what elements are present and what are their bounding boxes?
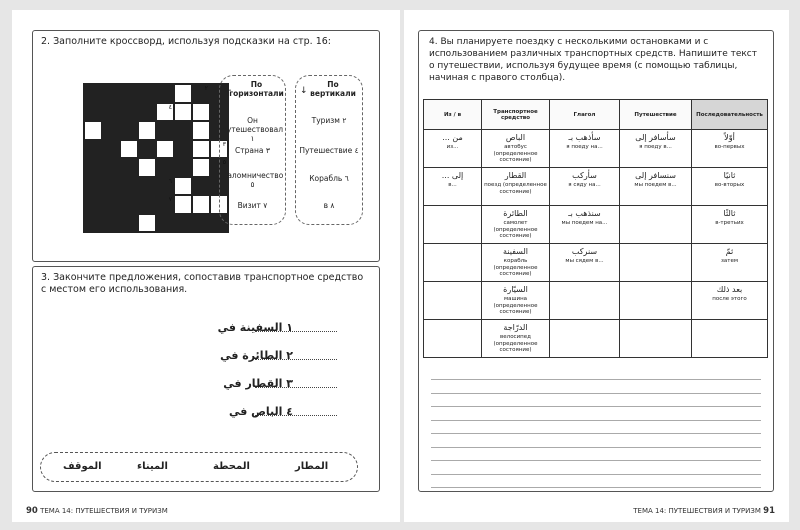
crossword-block (156, 214, 174, 233)
crossword-cell[interactable] (192, 103, 210, 122)
task3-title: 3. Закончите предложения, сопоставив транспортное средство с местом его использования. (41, 272, 364, 295)
table-cell[interactable] (620, 282, 692, 320)
cell-arabic: الباص (505, 133, 526, 142)
down-hint-6: Корабль ٦ (309, 174, 349, 183)
crossword-cell[interactable] (192, 195, 210, 214)
cell-russian: после этого (712, 296, 747, 302)
table-cell[interactable] (620, 130, 692, 168)
crossword-block (120, 158, 138, 177)
cell-arabic: سنسافر إلى (635, 171, 676, 180)
crossword-block (84, 140, 102, 159)
col-header: Последовательность (692, 100, 768, 130)
table-cell[interactable] (482, 130, 550, 168)
crossword-block (102, 140, 120, 159)
crossword-cell[interactable] (156, 103, 174, 122)
cell-arabic: سنذهب بـ (568, 209, 601, 218)
crossword-block (84, 177, 102, 196)
crossword-block (156, 177, 174, 196)
writing-line[interactable] (431, 433, 761, 434)
crossword-block (102, 177, 120, 196)
down-hint-8: в ٨ (323, 201, 335, 210)
table-row (424, 168, 768, 206)
cell-arabic: السيّارة (503, 285, 528, 294)
cell-russian: затем (720, 258, 739, 264)
task2-box (32, 30, 380, 262)
cell-russian: мы сядем в... (565, 258, 604, 264)
word-bank (40, 452, 358, 482)
footer-text: ТЕМА 14: ПУТЕШЕСТВИЯ И ТУРИЗМ (40, 507, 168, 515)
table-cell[interactable] (692, 206, 768, 244)
table-cell[interactable] (482, 282, 550, 320)
writing-line[interactable] (431, 474, 761, 475)
across-hints (219, 75, 286, 225)
crossword-block (174, 158, 192, 177)
across-heading: По горизонтали (229, 80, 284, 98)
cell-russian: автобус (определенное состояние) (493, 144, 538, 163)
crossword-cell[interactable] (138, 214, 156, 233)
across-hint-7: Визит ٧ (237, 201, 268, 210)
cell-russian: корабль (определенное состояние) (493, 258, 538, 277)
crossword-block (138, 84, 156, 103)
crossword-block (156, 195, 174, 214)
cell-russian: я поеду в... (639, 144, 672, 150)
footer-text: ТЕМА 14: ПУТЕШЕСТВИЯ И ТУРИЗМ (633, 507, 761, 515)
cell-russian: в... (448, 182, 457, 188)
table-cell[interactable] (620, 206, 692, 244)
col-header: Транспортное средство (482, 100, 550, 130)
cell-russian: поезд (определенное состояние) (484, 182, 547, 195)
crossword-cell[interactable] (192, 140, 210, 159)
col-header: Из / в (424, 100, 482, 130)
left-page (12, 10, 400, 522)
crossword-block (120, 84, 138, 103)
table-cell[interactable] (482, 244, 550, 282)
word-bank-item[interactable]: الموقف (63, 461, 102, 472)
crossword-block (102, 195, 120, 214)
crossword-block (120, 177, 138, 196)
cell-russian: в-третьих (715, 220, 744, 226)
table-row (424, 244, 768, 282)
crossword-block (102, 214, 120, 233)
task4-title: 4. Вы планируете поездку с несколькими остановками и с использованием различных транспортных средств. Напишите текст о путешествии, используя будущее время (с помощью таблицы, начиная с правого столбца). (429, 37, 757, 83)
page-number: 90 (26, 506, 38, 516)
sentence-2: ٢ الطائرة في (220, 349, 293, 362)
crossword-cell[interactable] (174, 84, 192, 103)
cell-russian: я сяду на... (568, 182, 601, 188)
crossword-cell[interactable] (174, 103, 192, 122)
cell-russian: во-вторых (714, 182, 745, 188)
col-header: Путешествие (620, 100, 692, 130)
cell-arabic: ثالثًا (723, 209, 736, 218)
cell-arabic: سأركب (572, 171, 597, 180)
crossword-cell[interactable] (192, 158, 210, 177)
cell-russian: мы поедем на... (561, 220, 608, 226)
arrow-left-icon: ← (224, 86, 232, 96)
crossword-block (102, 121, 120, 140)
writing-line[interactable] (431, 460, 761, 461)
table-cell[interactable] (620, 320, 692, 358)
crossword-block (102, 103, 120, 122)
table-cell[interactable] (620, 168, 692, 206)
crossword-block (156, 84, 174, 103)
crossword-block (84, 214, 102, 233)
crossword-block (84, 103, 102, 122)
sentence-3: ٣ القطار في (223, 377, 293, 390)
table-row (424, 206, 768, 244)
table-cell[interactable] (424, 168, 482, 206)
crossword-block (102, 158, 120, 177)
down-hint-2: Туризм ٢ (311, 116, 347, 125)
table-cell[interactable] (692, 130, 768, 168)
table-cell[interactable] (482, 168, 550, 206)
down-hints (295, 75, 363, 225)
clue-number: ٥ (222, 159, 226, 166)
cell-russian: мы поедем в... (634, 182, 677, 188)
crossword-block (174, 140, 192, 159)
clue-number: ٢ (204, 85, 208, 92)
table-cell[interactable] (424, 206, 482, 244)
cell-arabic: ثانيًا (723, 171, 736, 180)
cell-arabic: أوّلاً (724, 133, 735, 142)
table-cell[interactable] (482, 320, 550, 358)
cell-arabic: سأسافر إلى (635, 133, 676, 142)
writing-line[interactable] (431, 447, 761, 448)
across-hint-1: Он путешествовал ١ (221, 116, 284, 143)
crossword-block (174, 121, 192, 140)
cell-arabic: سنركب (571, 247, 598, 256)
crossword-cell[interactable] (84, 121, 102, 140)
crossword-block (192, 214, 210, 233)
writing-line[interactable] (431, 487, 761, 488)
writing-line[interactable] (431, 406, 761, 407)
cell-russian: велосипед (определенное состояние) (493, 334, 538, 353)
table-cell[interactable] (550, 244, 620, 282)
crossword-cell[interactable] (174, 177, 192, 196)
right-page (404, 10, 789, 522)
cell-arabic: السفينة (503, 247, 528, 256)
crossword-block (192, 177, 210, 196)
crossword-cell[interactable] (174, 195, 192, 214)
sentence-4: ٤ الباص في (228, 405, 293, 418)
cell-arabic: الدرّاجة (503, 323, 528, 332)
table-cell[interactable] (550, 282, 620, 320)
crossword-block (120, 195, 138, 214)
arrow-down-icon: ↓ (300, 86, 308, 96)
col-header: Глагол (550, 100, 620, 130)
task4-box (418, 30, 774, 492)
crossword-cell[interactable] (192, 121, 210, 140)
crossword-cell[interactable] (120, 140, 138, 159)
table-cell[interactable] (692, 282, 768, 320)
crossword-cell[interactable] (156, 140, 174, 159)
task2-title: 2. Заполните кроссворд, используя подсказки на стр. 16: (41, 36, 331, 47)
cell-arabic: الطائرة (503, 209, 528, 218)
crossword-cell[interactable] (138, 158, 156, 177)
cell-arabic: من ... (442, 133, 463, 142)
crossword-grid[interactable] (83, 83, 229, 233)
crossword-block (174, 214, 192, 233)
cell-russian: самолет (определенное состояние) (493, 220, 538, 239)
crossword-block (192, 84, 210, 103)
crossword-cell[interactable] (138, 121, 156, 140)
crossword-block (120, 103, 138, 122)
writing-line[interactable] (431, 379, 761, 380)
table-cell[interactable] (620, 244, 692, 282)
cell-arabic: ثمّ (725, 247, 734, 256)
table-cell[interactable] (692, 244, 768, 282)
crossword-block (84, 84, 102, 103)
across-hint-5: Паломничество ٥ (221, 171, 284, 189)
cell-russian: из... (446, 144, 459, 150)
table-cell[interactable] (692, 320, 768, 358)
table-cell[interactable] (692, 168, 768, 206)
crossword-block (138, 195, 156, 214)
table-cell[interactable] (424, 320, 482, 358)
crossword-block (138, 103, 156, 122)
down-hint-4: Путешествие ٤ (299, 146, 359, 155)
writing-line[interactable] (431, 420, 761, 421)
crossword-block (138, 140, 156, 159)
sentence-1: ١ السفينة في (217, 321, 293, 334)
left-footer (26, 506, 168, 516)
crossword-block (156, 158, 174, 177)
clue-number: ٣ (222, 140, 226, 148)
crossword-block (120, 214, 138, 233)
cell-russian: машина (определенное состояние) (493, 296, 538, 315)
table-row (424, 320, 768, 358)
writing-line[interactable] (431, 393, 761, 394)
table-cell[interactable] (482, 206, 550, 244)
cell-arabic: القطار (504, 171, 527, 180)
across-hint-3: Страна ٣ (235, 146, 270, 155)
crossword-block (138, 177, 156, 196)
crossword-block (156, 121, 174, 140)
clue-number: ٤ (168, 103, 172, 111)
table-cell[interactable] (424, 130, 482, 168)
transport-table (423, 99, 768, 358)
table-cell[interactable] (550, 168, 620, 206)
cell-arabic: إلى ... (441, 171, 464, 180)
word-bank-item[interactable]: المحطة (213, 461, 250, 472)
cell-arabic: سأذهب بـ (568, 133, 601, 142)
down-heading: По вертикали (310, 80, 356, 98)
crossword-block (84, 158, 102, 177)
cell-russian: я поеду на... (566, 144, 603, 150)
table-cell[interactable] (550, 130, 620, 168)
table-cell[interactable] (550, 206, 620, 244)
table-row (424, 282, 768, 320)
crossword-block (84, 195, 102, 214)
word-bank-item[interactable]: الميناء (137, 461, 168, 472)
page-number: 91 (763, 506, 775, 516)
table-row (424, 130, 768, 168)
crossword-block (102, 84, 120, 103)
right-footer (633, 506, 775, 516)
crossword-block (120, 121, 138, 140)
table-cell[interactable] (424, 282, 482, 320)
word-bank-item[interactable]: المطار (295, 461, 329, 472)
table-cell[interactable] (550, 320, 620, 358)
table-cell[interactable] (424, 244, 482, 282)
clue-number: ٦ (168, 177, 172, 185)
cell-arabic: بعد ذلك (716, 285, 743, 294)
clue-number: ٧ (168, 196, 172, 203)
cell-russian: во-первых (714, 144, 745, 150)
